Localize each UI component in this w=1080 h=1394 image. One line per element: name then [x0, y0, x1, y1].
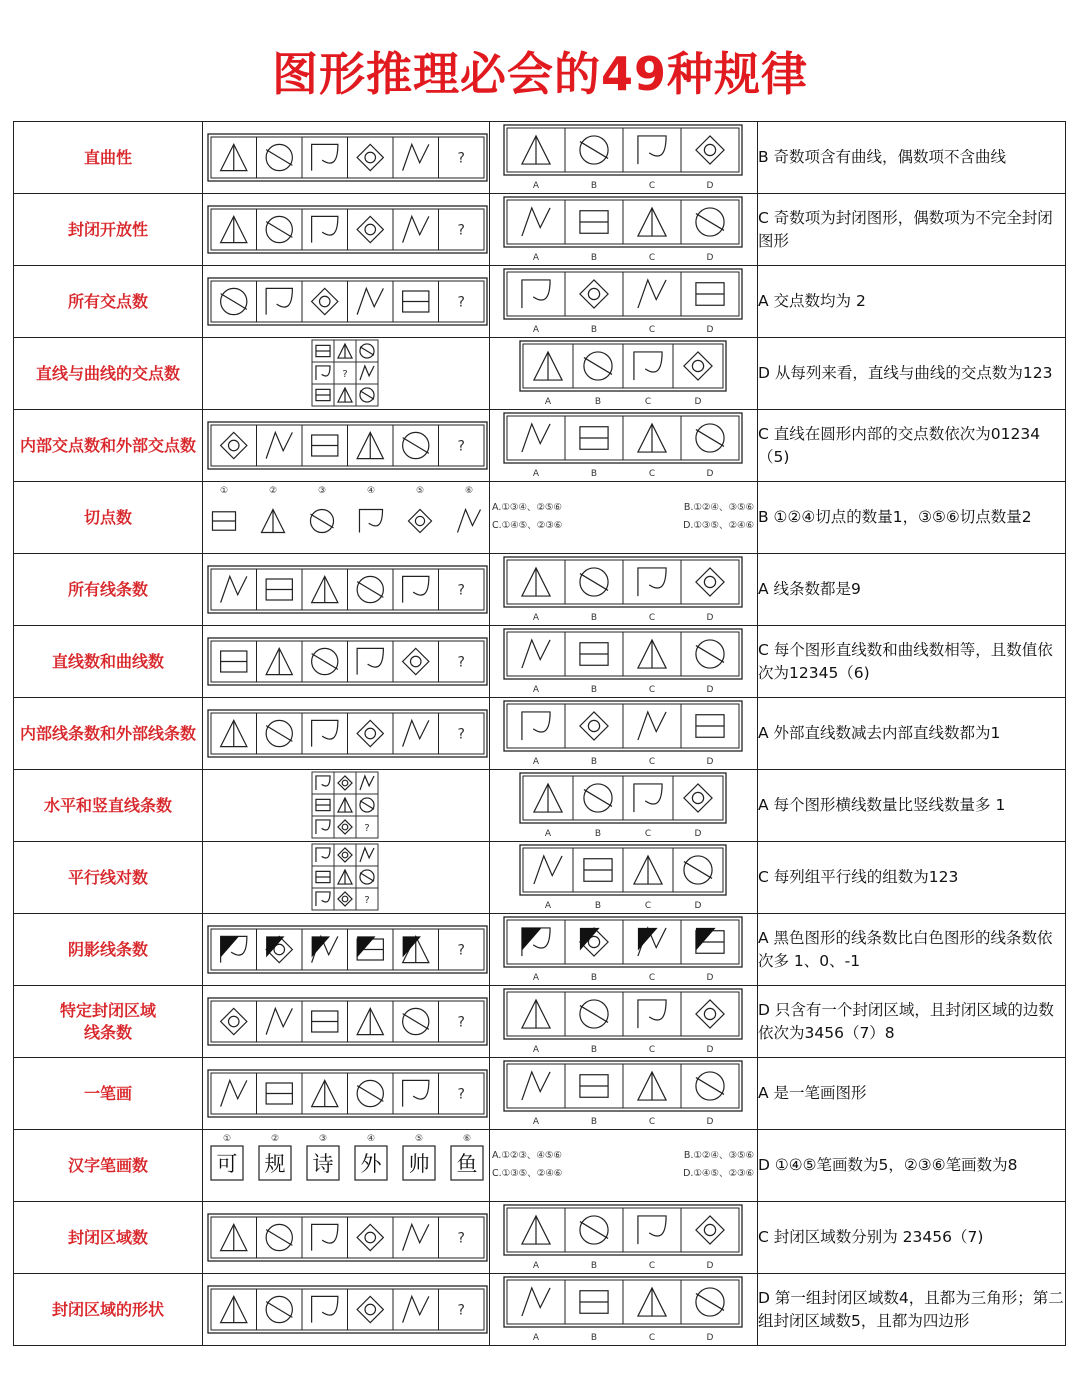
- rule-answer: C 封闭区域数分别为 23456（7): [758, 1202, 1066, 1274]
- options-figure: [490, 986, 757, 1057]
- rule-row: [14, 122, 1066, 194]
- option-label: B: [590, 181, 598, 191]
- option-label: C: [644, 901, 652, 911]
- options-cell: [490, 1130, 758, 1202]
- options-cell: [490, 1202, 758, 1274]
- options-cell: [490, 842, 758, 914]
- option-label: D: [706, 1261, 714, 1271]
- question-cell: [203, 194, 490, 266]
- question-cell: [203, 914, 490, 986]
- option-label: D: [694, 901, 702, 911]
- question-figure: [203, 266, 489, 337]
- rule-answer: A 外部直线数减去内部直线数都为1: [758, 698, 1066, 770]
- option-label: C: [648, 685, 656, 695]
- question-cell: [203, 842, 490, 914]
- option-label: A: [532, 685, 540, 695]
- option-label: C: [648, 181, 656, 191]
- rule-answer: D ①④⑤笔画数为5，②③⑥笔画数为8: [758, 1130, 1066, 1202]
- option-label: D: [706, 253, 714, 263]
- question-sequence: [208, 278, 487, 325]
- question-sequence: [208, 206, 487, 253]
- question-cell: [203, 266, 490, 338]
- hanzi: 外: [360, 1152, 382, 1176]
- question-cell: [203, 482, 490, 554]
- options-figure: [490, 914, 757, 985]
- option-label: C: [648, 1261, 656, 1271]
- answer-options: [504, 557, 742, 607]
- question-cell: [203, 770, 490, 842]
- rule-answer: B 奇数项含有曲线，偶数项不含曲线: [758, 122, 1066, 194]
- rule-answer: C 奇数项为封闭图形，偶数项为不完全封闭图形: [758, 194, 1066, 266]
- chinese-characters: [211, 1134, 483, 1180]
- option-labels: [545, 829, 702, 839]
- question-sequence: [208, 566, 487, 613]
- question-figure: [203, 698, 489, 769]
- svg-text:?: ?: [364, 823, 370, 834]
- question-cell: [203, 1274, 490, 1346]
- rule-category: 汉字笔画数: [14, 1130, 203, 1202]
- option-label: C: [648, 1117, 656, 1127]
- hanzi: 鱼: [456, 1152, 478, 1176]
- option-labels: [533, 1045, 714, 1055]
- question-mark: ?: [457, 1302, 465, 1319]
- option-label: C: [648, 757, 656, 767]
- rule-answer: A 每个图形横线数量比竖线数量多 1: [758, 770, 1066, 842]
- combo-option: A.①②③、④⑤⑥: [492, 1150, 562, 1161]
- question-cell: [203, 338, 490, 410]
- circled-number: ④: [366, 1134, 376, 1144]
- option-label: A: [532, 469, 540, 479]
- question-sequence: [208, 1214, 487, 1261]
- option-label: B: [590, 469, 598, 479]
- circled-number: ③: [317, 486, 327, 496]
- question-mark: ?: [457, 726, 465, 743]
- question-mark: ?: [457, 942, 465, 959]
- option-label: A: [544, 829, 552, 839]
- rule-category: 所有线条数: [14, 554, 203, 626]
- rule-row: [14, 410, 1066, 482]
- question-grid: [312, 844, 378, 910]
- question-mark: ?: [457, 582, 465, 599]
- option-label: D: [706, 1333, 714, 1343]
- option-labels: [533, 1261, 714, 1271]
- question-mark: ?: [457, 654, 465, 671]
- answer-options: [504, 989, 742, 1039]
- question-cell: [203, 1058, 490, 1130]
- combo-option: C.①③⑤、②④⑥: [492, 1168, 563, 1179]
- option-label: D: [706, 181, 714, 191]
- rule-row: [14, 1202, 1066, 1274]
- options-figure: [490, 266, 757, 337]
- options-figure: [490, 1274, 757, 1345]
- option-label: A: [532, 1117, 540, 1127]
- option-label: C: [648, 469, 656, 479]
- option-labels: [533, 253, 714, 263]
- option-label: D: [706, 757, 714, 767]
- circled-number: ⑥: [464, 486, 474, 496]
- option-label: A: [532, 1261, 540, 1271]
- options-figure: [490, 554, 757, 625]
- option-label: D: [706, 685, 714, 695]
- options-cell: [490, 338, 758, 410]
- rule-row: [14, 1274, 1066, 1346]
- answer-options: [520, 773, 726, 823]
- rule-answer: C 每列组平行线的组数为123: [758, 842, 1066, 914]
- options-figure: [490, 842, 757, 913]
- question-figure: [203, 842, 489, 913]
- option-label: B: [590, 1333, 598, 1343]
- answer-options: [504, 413, 742, 463]
- question-cell: [203, 1202, 490, 1274]
- options-figure: [490, 1058, 757, 1129]
- combo-option: D.①④⑤、②③⑥: [683, 1168, 754, 1179]
- rule-answer: C 每个图形直线数和曲线数相等，且数值依次为12345（6): [758, 626, 1066, 698]
- options-cell: [490, 194, 758, 266]
- options-cell: [490, 266, 758, 338]
- hanzi: 帅: [408, 1152, 430, 1176]
- options-cell: [490, 1274, 758, 1346]
- question-grid: [312, 772, 378, 838]
- rule-answer: A 交点数均为 2: [758, 266, 1066, 338]
- rule-category: 直曲性: [14, 122, 203, 194]
- rule-row: [14, 1058, 1066, 1130]
- option-label: B: [590, 1261, 598, 1271]
- circled-number: ③: [318, 1134, 328, 1144]
- answer-options: [504, 917, 742, 967]
- rule-row: [14, 338, 1066, 410]
- option-label: D: [694, 397, 702, 407]
- answer-options: [504, 1277, 742, 1327]
- option-label: C: [644, 397, 652, 407]
- option-label: D: [706, 973, 714, 983]
- question-mark: ?: [457, 1230, 465, 1247]
- rule-answer: D 第一组封闭区域数4，且都为三角形；第二组封闭区域数5，且都为四边形: [758, 1274, 1066, 1346]
- rules-table: [13, 121, 1066, 1346]
- options-figure: [490, 410, 757, 481]
- option-labels: [545, 397, 702, 407]
- options-figure: [490, 482, 757, 553]
- circled-number: ②: [270, 1134, 280, 1144]
- rule-answer: B ①②④切点的数量1，③⑤⑥切点数量2: [758, 482, 1066, 554]
- rule-answer: A 是一笔画图形: [758, 1058, 1066, 1130]
- rule-category: 切点数: [14, 482, 203, 554]
- option-label: A: [532, 1045, 540, 1055]
- combo-option: B.①②④、③⑤⑥: [683, 502, 754, 513]
- question-cell: [203, 986, 490, 1058]
- question-cell: [203, 554, 490, 626]
- options-cell: [490, 122, 758, 194]
- question-figure: [203, 482, 489, 553]
- option-label: B: [590, 685, 598, 695]
- option-labels: [533, 469, 714, 479]
- page-title: 图形推理必会的49种规律: [271, 47, 808, 101]
- option-label: B: [594, 829, 602, 839]
- option-labels: [533, 1333, 714, 1343]
- answer-options: [504, 1205, 742, 1255]
- rule-answer: A 线条数都是9: [758, 554, 1066, 626]
- question-figure: [203, 1274, 489, 1345]
- options-cell: [490, 554, 758, 626]
- option-label: D: [706, 1117, 714, 1127]
- combo-option: B.①②④、③⑤⑥: [683, 1150, 754, 1161]
- rule-answer: D 只含有一个封闭区域，且封闭区域的边数依次为3456（7）8: [758, 986, 1066, 1058]
- options-figure: [490, 770, 757, 841]
- hanzi: 规: [264, 1152, 286, 1176]
- option-label: B: [590, 613, 598, 623]
- answer-options: [504, 629, 742, 679]
- question-figure: [203, 338, 489, 409]
- options-figure: [490, 1130, 757, 1201]
- rule-category: 所有交点数: [14, 266, 203, 338]
- option-label: A: [544, 901, 552, 911]
- question-sequence: [208, 1070, 487, 1117]
- option-label: A: [532, 1333, 540, 1343]
- option-label: A: [532, 613, 540, 623]
- answer-options: [504, 125, 742, 175]
- question-figure: [203, 410, 489, 481]
- option-label: B: [594, 397, 602, 407]
- question-cell: [203, 698, 490, 770]
- options-cell: [490, 410, 758, 482]
- rule-category: 直线与曲线的交点数: [14, 338, 203, 410]
- options-figure: [490, 1202, 757, 1273]
- answer-options: [504, 197, 742, 247]
- question-figure: [203, 554, 489, 625]
- circled-number: ①: [222, 1134, 232, 1144]
- options-figure: [490, 122, 757, 193]
- question-sequence: [208, 638, 487, 685]
- option-label: B: [594, 901, 602, 911]
- answer-options: [504, 1061, 742, 1111]
- rule-answer: A 黑色图形的线条数比白色图形的线条数依次多 1、0、-1: [758, 914, 1066, 986]
- question-mark: ?: [457, 294, 465, 311]
- option-label: B: [590, 325, 598, 335]
- question-mark: ?: [457, 1086, 465, 1103]
- circled-number: ⑤: [414, 1134, 424, 1144]
- rule-row: [14, 986, 1066, 1058]
- question-figure: [203, 122, 489, 193]
- question-figure: [203, 1058, 489, 1129]
- question-figure: [203, 1130, 489, 1201]
- question-sequence: [208, 134, 487, 181]
- option-label: B: [590, 1117, 598, 1127]
- rule-category: 封闭区域的形状: [14, 1274, 203, 1346]
- question-cell: [203, 626, 490, 698]
- question-figure: [203, 194, 489, 265]
- option-label: B: [590, 973, 598, 983]
- option-label: A: [532, 181, 540, 191]
- option-label: A: [532, 325, 540, 335]
- option-labels: [533, 181, 714, 191]
- rule-category: 封闭开放性: [14, 194, 203, 266]
- option-label: C: [648, 1045, 656, 1055]
- question-sequence: [208, 710, 487, 757]
- option-labels: [533, 685, 714, 695]
- rule-row: [14, 626, 1066, 698]
- options-cell: [490, 482, 758, 554]
- rule-row: [14, 194, 1066, 266]
- option-label: A: [532, 253, 540, 263]
- rule-row: [14, 554, 1066, 626]
- answer-options: [520, 845, 726, 895]
- question-cell: [203, 122, 490, 194]
- rule-answer: D 从每列来看，直线与曲线的交点数为123: [758, 338, 1066, 410]
- rule-category: 平行线对数: [14, 842, 203, 914]
- circled-number: ①: [219, 486, 229, 496]
- options-figure: [490, 194, 757, 265]
- rule-category: 封闭区域数: [14, 1202, 203, 1274]
- circled-number: ⑥: [462, 1134, 472, 1144]
- question-mark: ?: [457, 150, 465, 167]
- options-cell: [490, 626, 758, 698]
- svg-text:?: ?: [364, 895, 370, 906]
- question-figure: [203, 914, 489, 985]
- answer-options: [504, 701, 742, 751]
- option-label: C: [648, 325, 656, 335]
- circled-number: ②: [268, 486, 278, 496]
- tangent-figures: [212, 486, 480, 533]
- question-cell: [203, 410, 490, 482]
- question-cell: [203, 1130, 490, 1202]
- option-labels: [533, 757, 714, 767]
- rule-row: [14, 914, 1066, 986]
- option-label: A: [532, 973, 540, 983]
- rule-row: [14, 266, 1066, 338]
- options-figure: [490, 698, 757, 769]
- rule-category: 特定封闭区域 线条数: [14, 986, 203, 1058]
- option-labels: [533, 325, 714, 335]
- combo-option: D.①③⑤、②④⑥: [683, 520, 754, 531]
- option-label: B: [590, 1045, 598, 1055]
- option-labels: [533, 973, 714, 983]
- option-label: D: [694, 829, 702, 839]
- option-label: D: [706, 469, 714, 479]
- question-sequence: [208, 926, 487, 973]
- option-labels: [545, 901, 702, 911]
- combination-options: [492, 502, 754, 531]
- option-label: C: [648, 1333, 656, 1343]
- question-mark: ?: [457, 1014, 465, 1031]
- question-mark: ?: [457, 222, 465, 239]
- option-label: B: [590, 253, 598, 263]
- rule-category: 水平和竖直线条数: [14, 770, 203, 842]
- option-label: D: [706, 325, 714, 335]
- rule-row: [14, 770, 1066, 842]
- options-figure: [490, 626, 757, 697]
- combo-option: C.①④⑤、②③⑥: [492, 520, 563, 531]
- question-figure: [203, 626, 489, 697]
- answer-options: [504, 269, 742, 319]
- rule-row: [14, 1130, 1066, 1202]
- option-labels: [533, 613, 714, 623]
- rule-row: [14, 698, 1066, 770]
- option-label: A: [544, 397, 552, 407]
- combo-option: A.①③④、②⑤⑥: [492, 502, 562, 513]
- hanzi: 诗: [312, 1152, 334, 1176]
- options-cell: [490, 1058, 758, 1130]
- question-sequence: [208, 1286, 487, 1333]
- option-label: C: [648, 973, 656, 983]
- question-figure: [203, 986, 489, 1057]
- svg-text:?: ?: [342, 369, 348, 380]
- option-label: D: [706, 613, 714, 623]
- option-label: A: [532, 757, 540, 767]
- question-sequence: [208, 998, 487, 1045]
- rule-category: 内部交点数和外部交点数: [14, 410, 203, 482]
- option-label: B: [590, 757, 598, 767]
- question-grid: [312, 340, 378, 406]
- question-sequence: [208, 422, 487, 469]
- options-cell: [490, 698, 758, 770]
- rule-row: [14, 482, 1066, 554]
- rule-category: 阴影线条数: [14, 914, 203, 986]
- option-labels: [533, 1117, 714, 1127]
- option-label: C: [648, 253, 656, 263]
- options-figure: [490, 338, 757, 409]
- hanzi: 可: [216, 1152, 238, 1176]
- circled-number: ④: [366, 486, 376, 496]
- circled-number: ⑤: [415, 486, 425, 496]
- option-label: C: [648, 613, 656, 623]
- combination-options: [492, 1150, 754, 1179]
- option-label: C: [644, 829, 652, 839]
- options-cell: [490, 770, 758, 842]
- options-cell: [490, 914, 758, 986]
- question-figure: [203, 770, 489, 841]
- rule-category: 内部线条数和外部线条数: [14, 698, 203, 770]
- question-figure: [203, 1202, 489, 1273]
- option-label: D: [706, 1045, 714, 1055]
- answer-options: [520, 341, 726, 391]
- rule-category: 直线数和曲线数: [14, 626, 203, 698]
- rule-category: 一笔画: [14, 1058, 203, 1130]
- rule-row: [14, 842, 1066, 914]
- question-mark: ?: [457, 438, 465, 455]
- rule-answer: C 直线在圆形内部的交点数依次为01234（5): [758, 410, 1066, 482]
- options-cell: [490, 986, 758, 1058]
